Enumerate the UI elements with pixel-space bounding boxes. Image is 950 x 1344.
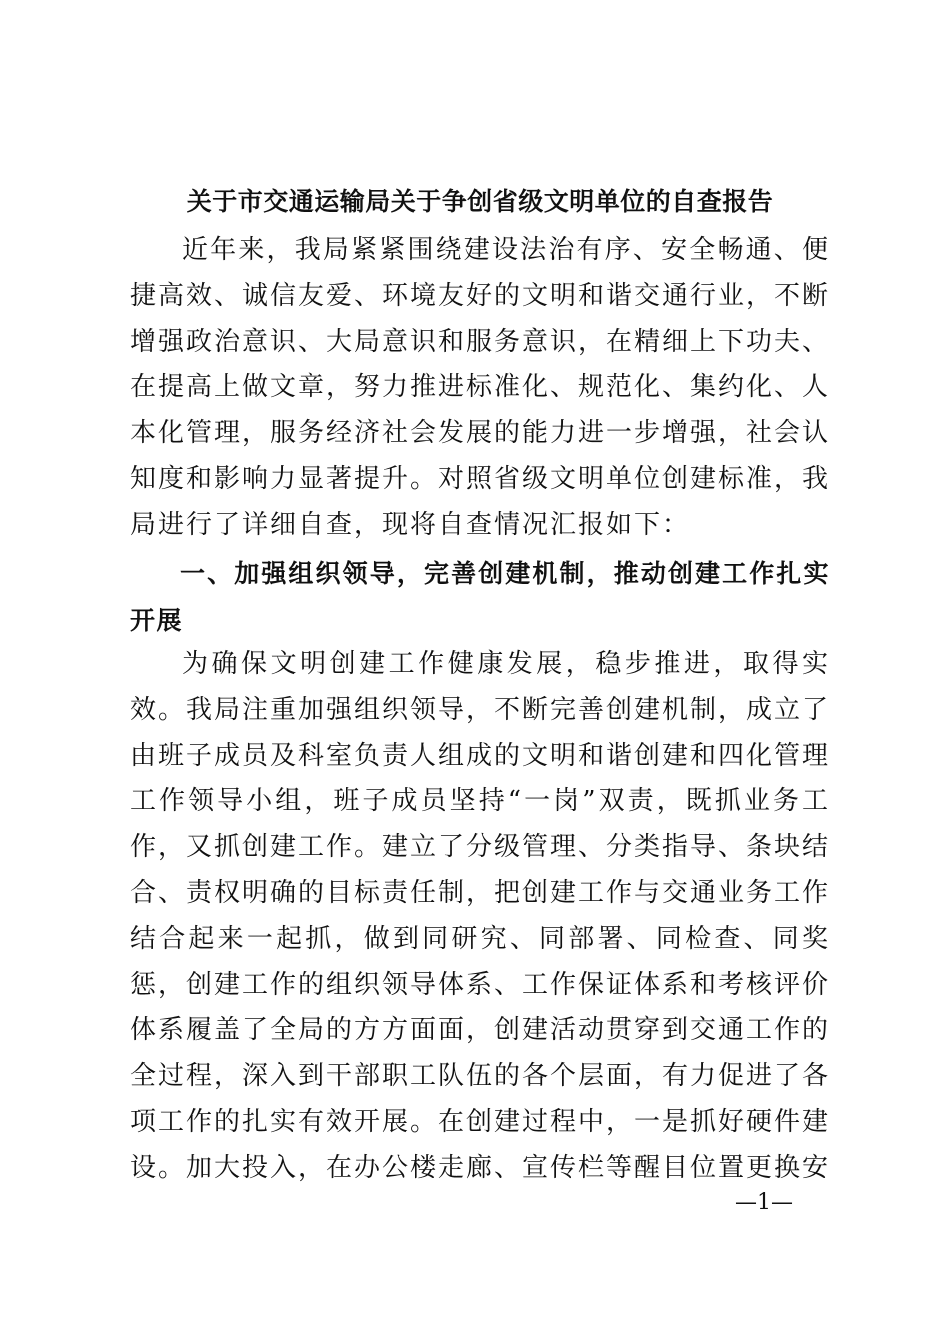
section-paragraph: 为确保文明创建工作健康发展，稳步推进，取得实效。我局注重加强组织领导，不断完善创建机制，成立了由班子成员及科室负责人组成的文明和谐创建和四化管理工作领导小组，班子成员坚持“一岗”双责，既抓业务工作，又抓创建工作。建立了分级管理、分类指导、条块结合、责权明确的目标责任制，把创建工作与交通业务工作结合起来一起抓，做到同研究、同部署、同检查、同奖惩，创建工作的组织领导体系、工作保证体系和考核评价体系履盖了全局的方方面面，创建活动贯穿到交通工作的全过程，深入到干部职工队伍的各个层面，有力促进了各项工作的扎实有效开展。在创建过程中，一是抓好硬件建设。加大投入，在办公楼走廊、宣传栏等醒目位置更换安 — [130, 649, 831, 1183]
document-title: 关于市交通运输局关于争创省级文明单位的自查报告 — [186, 187, 774, 216]
intro-paragraph: 近年来，我局紧紧围绕建设法治有序、安全畅通、便捷高效、诚信友爱、环境友好的文明和谐交通行业，不断增强政治意识、大局意识和服务意识，在精细上下功夫、在提高上做文章，努力推进标准化、规范化、集约化、人本化管理，服务经济社会发展的能力进一步增强，社会认知度和影响力显著提升。对照省级文明单位创建标准，我局进行了详细自查，现将自查情况汇报如下： — [130, 235, 831, 540]
page-number: —1— — [735, 1190, 793, 1215]
section-heading: 一、加强组织领导，完善创建机制，推动创建工作扎实开展 — [130, 559, 830, 635]
